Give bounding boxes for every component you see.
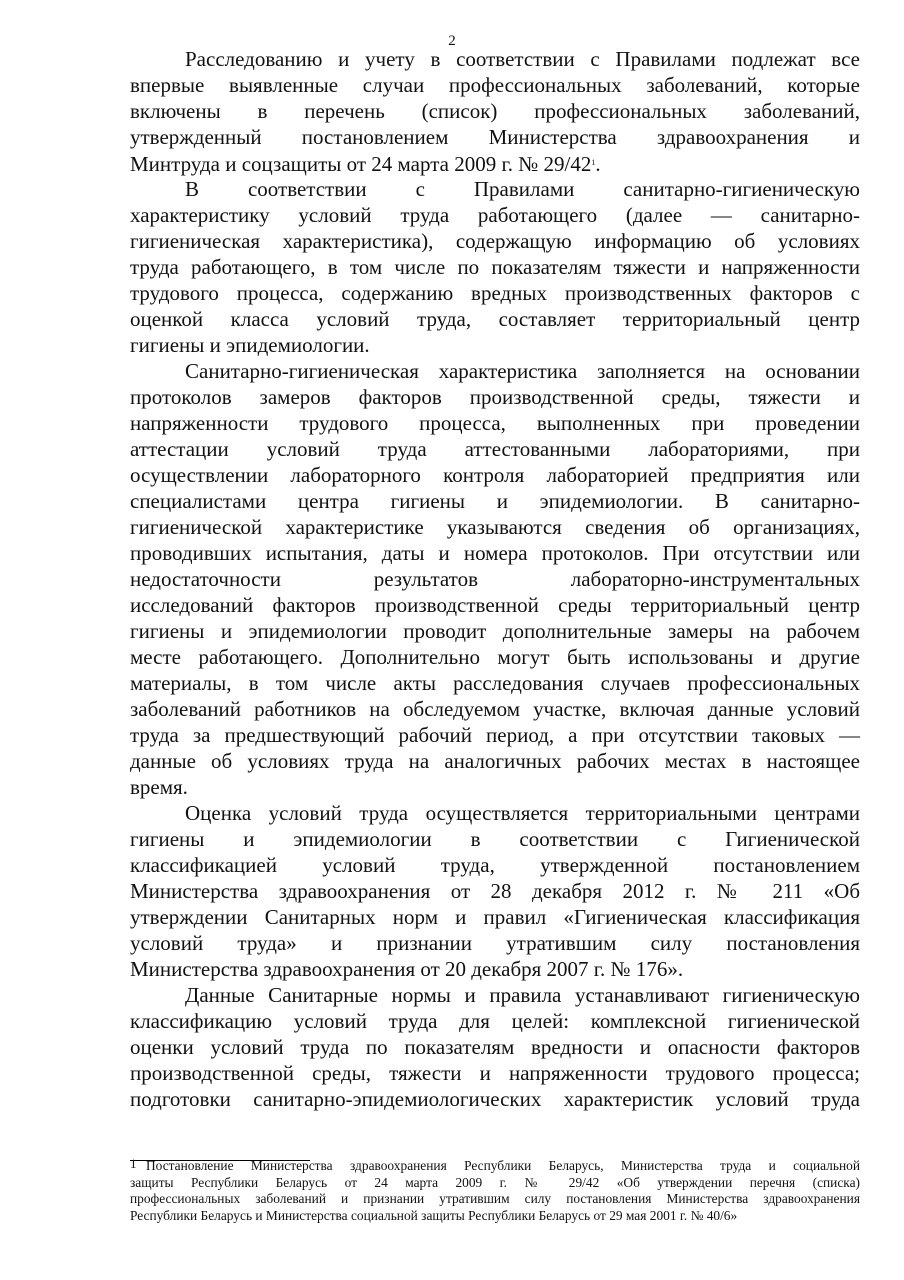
line-text: месте работающего. Дополнительно могут быть использованы и другие — [130, 645, 860, 669]
line-text: данные об условиях труда на аналогичных рабочих местах в настоящее — [130, 749, 860, 773]
line-text: напряженности трудового процесса, выполненных при проведении — [130, 411, 860, 435]
text-line — [130, 462, 860, 488]
text-line — [130, 930, 860, 956]
line-text: осуществлении лабораторного контроля лабораторией предприятия или — [130, 463, 860, 487]
paragraph — [130, 176, 860, 358]
footnote-line: Постановление Министерства здравоохранения Республики Беларусь, Министерства труда и социальной — [146, 1158, 860, 1173]
text-line — [130, 280, 860, 306]
line-text: Расследованию и учету в соответствии с Правилами подлежат все — [185, 47, 860, 71]
text-line — [130, 410, 860, 436]
text-line — [130, 306, 860, 332]
line-text: гигиены и эпидемиологии проводит дополнительные замеры на рабочем — [130, 619, 860, 643]
text-line — [130, 124, 860, 150]
footnote-reference[interactable]: 1 — [591, 158, 596, 167]
text-line — [130, 358, 860, 384]
line-text: заболеваний работников на обследуемом участке, включая данные условий — [130, 697, 860, 721]
line-text: Министерства здравоохранения от 28 декабря 2012 г. № 211 «Об — [130, 879, 860, 903]
line-text: гигиеническая характеристика), содержащую информацию об условиях — [130, 229, 860, 253]
paragraph — [130, 982, 860, 1112]
line-text: Оценка условий труда осуществляется территориальными центрами — [185, 801, 860, 825]
line-text: впервые выявленные случаи профессиональных заболеваний, которые — [130, 73, 860, 97]
line-text: производственной среды, тяжести и напряженности трудового процесса; — [130, 1061, 860, 1085]
text-line — [130, 514, 860, 540]
text-line — [130, 592, 860, 618]
line-text: трудового процесса, содержанию вредных производственных факторов с — [130, 281, 860, 305]
text-line — [130, 670, 860, 696]
text-line — [130, 384, 860, 410]
text-line — [130, 956, 860, 982]
text-line — [130, 696, 860, 722]
text-line — [130, 904, 860, 930]
text-line — [130, 436, 860, 462]
text-line — [130, 1060, 860, 1086]
text-line — [130, 878, 860, 904]
line-text: Министерства здравоохранения от 20 декабря 2007 г. № 176». — [130, 957, 684, 981]
footnote-mark: 1 — [130, 1156, 137, 1171]
line-text: утвержденный постановлением Министерства здравоохранения и — [130, 125, 860, 149]
footnote-line: профессиональных заболеваний и признании утратившим силу постановления Министерства здравоохранения — [130, 1191, 860, 1206]
text-line — [130, 644, 860, 670]
line-text: условий труда» и признании утратившим силу постановления — [130, 931, 860, 955]
line-text: классификацией условий труда, утвержденной постановлением — [130, 853, 860, 877]
paragraph — [130, 46, 860, 176]
document-body — [130, 46, 860, 1112]
punctuation: . — [595, 152, 601, 176]
page-number: 2 — [448, 33, 456, 49]
line-text: труда за предшествующий рабочий период, а при отсутствии таковых — — [130, 723, 860, 747]
line-text: протоколов замеров факторов производственной среды, тяжести и — [130, 385, 860, 409]
text-line — [130, 774, 860, 800]
line-text: труда работающего, в том числе по показателям тяжести и напряженности — [130, 255, 860, 279]
text-line — [130, 852, 860, 878]
text-line — [130, 254, 860, 280]
line-text: Санитарно-гигиеническая характеристика заполняется на основании — [185, 359, 860, 383]
text-line — [130, 722, 860, 748]
text-line — [130, 332, 860, 358]
line-text: Минтруда и соцзащиты от 24 марта 2009 г. № 29/42 — [130, 152, 592, 176]
line-text: подготовки санитарно-эпидемиологических характеристик условий труда — [130, 1087, 860, 1111]
line-text: аттестации условий труда аттестованными лабораториями, при — [130, 437, 860, 461]
footnote — [130, 1158, 860, 1224]
footnote-line: Республики Беларусь и Министерства социальной защиты Республики Беларусь от 29 мая 2001 г. № 40/6» — [130, 1207, 738, 1223]
paragraph — [130, 358, 860, 800]
line-text: оценкой класса условий труда, составляет территориальный центр — [130, 307, 860, 331]
text-line — [130, 1086, 860, 1112]
text-line — [130, 982, 860, 1008]
line-text: специалистами центра гигиены и эпидемиологии. В санитарно- — [130, 489, 860, 513]
footnote-line: защиты Республики Беларусь от 24 марта 2009 г. № 29/42 «Об утверждении перечня (списка) — [130, 1174, 860, 1190]
line-text: включены в перечень (список) профессиональных заболеваний, — [130, 99, 860, 123]
text-line — [130, 540, 860, 566]
text-line — [130, 748, 860, 774]
line-text: материалы, в том числе акты расследования случаев профессиональных — [130, 671, 860, 695]
line-text: гигиенической характеристике указываются сведения об организациях, — [130, 515, 860, 539]
text-line — [130, 488, 860, 514]
text-line — [130, 228, 860, 254]
text-line — [130, 46, 860, 72]
line-text: Данные Санитарные нормы и правила устанавливают гигиеническую — [185, 983, 860, 1007]
line-text: характеристику условий труда работающего (далее — санитарно- — [130, 203, 860, 227]
text-line — [130, 176, 860, 202]
line-text: недостаточности результатов лабораторно-инструментальных — [130, 567, 860, 591]
text-line — [130, 826, 860, 852]
line-text: гигиены и эпидемиологии в соответствии с Гигиенической — [130, 827, 860, 851]
text-line — [130, 566, 860, 592]
text-line — [130, 1008, 860, 1034]
text-line — [130, 72, 860, 98]
text-line — [130, 150, 860, 176]
text-line — [130, 618, 860, 644]
line-text: оценки условий труда по показателям вредности и опасности факторов — [130, 1035, 860, 1059]
line-text: классификацию условий труда для целей: комплексной гигиенической — [130, 1009, 860, 1033]
line-text: время. — [130, 775, 188, 799]
text-line — [130, 800, 860, 826]
line-text: В соответствии с Правилами санитарно-гигиеническую — [185, 177, 860, 201]
text-line — [130, 98, 860, 124]
text-line — [130, 202, 860, 228]
line-text: гигиены и эпидемиологии. — [130, 333, 370, 357]
line-text: исследований факторов производственной среды территориальный центр — [130, 593, 860, 617]
line-text: проводивших испытания, даты и номера протоколов. При отсутствии или — [130, 541, 860, 565]
line-text: утверждении Санитарных норм и правил «Гигиеническая классификация — [130, 905, 860, 929]
paragraph — [130, 800, 860, 982]
text-line — [130, 1034, 860, 1060]
